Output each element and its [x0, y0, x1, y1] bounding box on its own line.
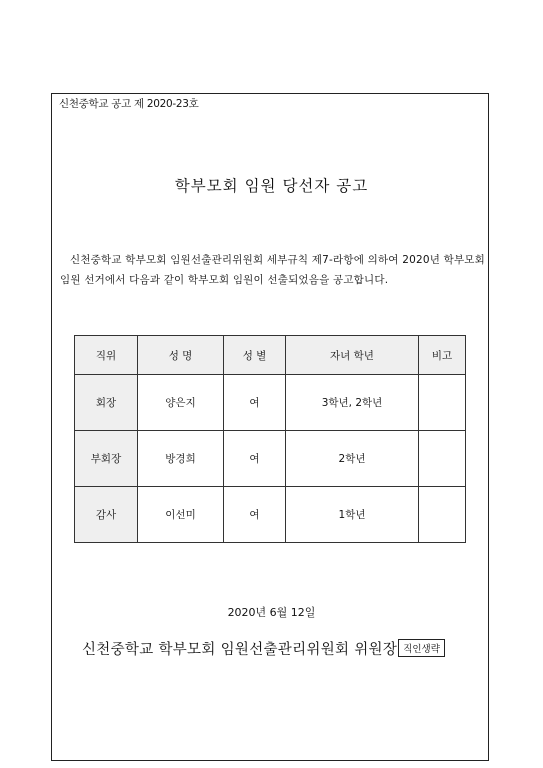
cell-position: 회장	[75, 375, 138, 431]
cell-gender: 여	[224, 487, 286, 543]
table-row	[75, 431, 466, 487]
header-gender: 성 별	[224, 336, 286, 375]
header-child-grade: 자녀 학년	[286, 336, 419, 375]
table-row	[75, 375, 466, 431]
header-position: 직위	[75, 336, 138, 375]
header-name: 성 명	[138, 336, 224, 375]
cell-name: 방경희	[138, 431, 224, 487]
header-remarks: 비고	[419, 336, 466, 375]
seal-omitted-stamp: 직인생략	[398, 639, 445, 657]
cell-child-grade: 3학년, 2학년	[286, 375, 419, 431]
document-title: 학부모회 임원 당선자 공고	[174, 177, 369, 195]
signer-line	[82, 638, 445, 659]
notice-number: 신천중학교 공고 제 2020-23호	[59, 98, 199, 110]
cell-gender: 여	[224, 375, 286, 431]
cell-position: 감사	[75, 487, 138, 543]
cell-remarks	[419, 375, 466, 431]
signer-title: 신천중학교 학부모회 임원선출관리위원회 위원장	[82, 642, 398, 658]
announcement-body: 신천중학교 학부모회 임원선출관리위원회 세부규칙 제7-라항에 의하여 2020년 학부모회 임원 선거에서 다음과 같이 학부모회 임원이 선출되었음을 공고합니다.	[60, 254, 485, 286]
cell-child-grade: 1학년	[286, 487, 419, 543]
table-header-row	[75, 336, 466, 375]
cell-name: 양은지	[138, 375, 224, 431]
cell-position: 부회장	[75, 431, 138, 487]
officers-table	[74, 335, 466, 543]
cell-remarks	[419, 431, 466, 487]
cell-gender: 여	[224, 431, 286, 487]
announcement-date: 2020년 6월 12일	[227, 606, 316, 619]
cell-name: 이선미	[138, 487, 224, 543]
cell-child-grade: 2학년	[286, 431, 419, 487]
cell-remarks	[419, 487, 466, 543]
table-row	[75, 487, 466, 543]
